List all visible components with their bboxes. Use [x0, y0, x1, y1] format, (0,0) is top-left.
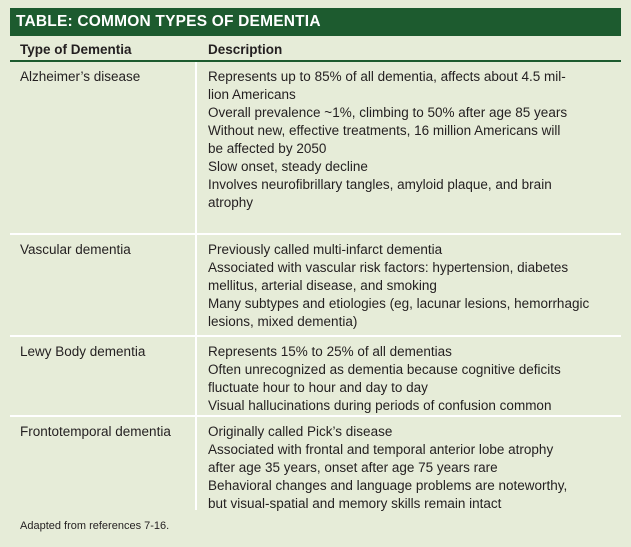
- row-description-cell: [208, 343, 618, 415]
- description-line: be affected by 2050: [208, 141, 327, 156]
- description-line: Involves neurofibrillary tangles, amyloid plaque, and brain: [208, 177, 552, 192]
- row-type-cell: Alzheimer’s disease: [20, 69, 141, 84]
- description-line: Without new, effective treatments, 16 million Americans will: [208, 123, 561, 138]
- description-line: Slow onset, steady decline: [208, 159, 368, 174]
- column-header-description: Description: [208, 42, 283, 57]
- table-row: [10, 62, 621, 233]
- description-line: but visual-spatial and memory skills remain intact: [208, 496, 502, 511]
- column-header-type: Type of Dementia: [20, 42, 132, 57]
- description-line: Represents 15% to 25% of all dementias: [208, 344, 452, 359]
- table-header-row: [10, 36, 621, 62]
- row-type-cell: Frontotemporal dementia: [20, 424, 171, 439]
- description-line: mellitus, arterial disease, and smoking: [208, 278, 437, 293]
- description-line: Behavioral changes and language problems are noteworthy,: [208, 478, 568, 493]
- description-line: atrophy: [208, 195, 254, 210]
- description-line: Originally called Pick’s disease: [208, 424, 393, 439]
- row-description-cell: [208, 423, 618, 513]
- description-line: fluctuate hour to hour and day to day: [208, 380, 428, 395]
- table-title: TABLE: COMMON TYPES OF DEMENTIA: [10, 8, 621, 36]
- description-line: Overall prevalence ~1%, climbing to 50% after age 85 years: [208, 105, 568, 120]
- row-description-cell: [208, 68, 618, 212]
- row-type-cell: Vascular dementia: [20, 242, 131, 257]
- description-line: Many subtypes and etiologies (eg, lacunar lesions, hemorrhagic: [208, 296, 590, 311]
- description-line: Associated with frontal and temporal anterior lobe atrophy: [208, 442, 554, 457]
- description-line: after age 35 years, onset after age 75 years rare: [208, 460, 498, 475]
- table-footnote: Adapted from references 7-16.: [20, 520, 170, 532]
- description-line: lesions, mixed dementia): [208, 314, 358, 329]
- description-line: Visual hallucinations during periods of confusion common: [208, 398, 552, 413]
- table-row: [10, 337, 621, 415]
- row-description-cell: [208, 241, 618, 331]
- description-line: Previously called multi-infarct dementia: [208, 242, 443, 257]
- description-line: Represents up to 85% of all dementia, affects about 4.5 mil-: [208, 69, 566, 84]
- table-row: [10, 235, 621, 335]
- row-type-cell: Lewy Body dementia: [20, 344, 146, 359]
- table-row: [10, 417, 621, 513]
- description-line: Often unrecognized as dementia because cognitive deficits: [208, 362, 561, 377]
- description-line: Associated with vascular risk factors: hypertension, diabetes: [208, 260, 569, 275]
- description-line: lion Americans: [208, 87, 296, 102]
